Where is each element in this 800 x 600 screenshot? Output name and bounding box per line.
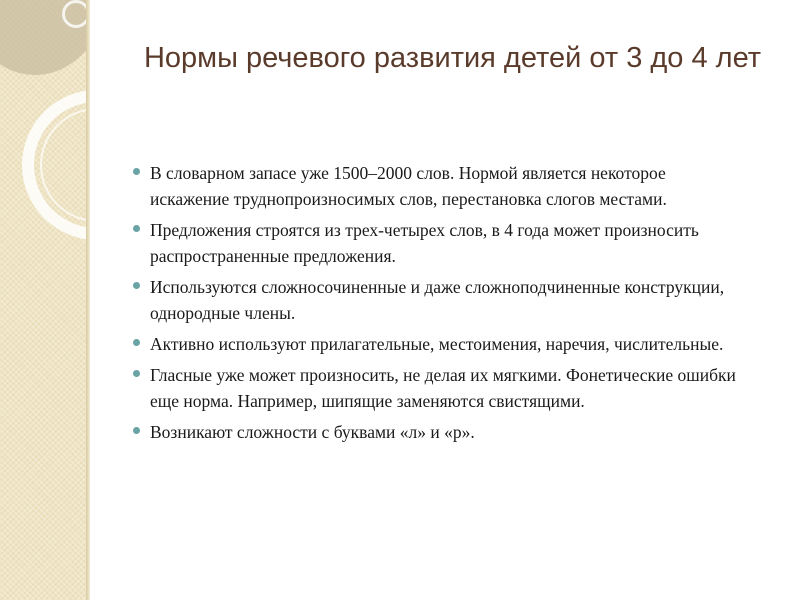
bullet-item [133,331,743,357]
bullet-dot-icon [133,282,140,289]
bullet-text: Активно используют прилагательные, местоимения, наречия, числительные. [150,334,724,354]
decorative-corner-ring [62,0,86,28]
bullet-text: Предложения строятся из трех-четырех слов, в 4 года может произносить распространенные предложения. [150,220,699,266]
bullet-dot-icon [133,427,140,434]
bullet-text: В словарном запасе уже 1500–2000 слов. Нормой является некоторое искажение труднопроизносимых слов, перестановка слогов местами. [150,163,667,209]
bullet-dot-icon [133,168,140,175]
bullet-item [133,362,743,414]
slide-title: Нормы речевого развития детей от 3 до 4 лет [143,42,762,74]
bullet-text: Гласные уже может произносить, не делая их мягкими. Фонетические ошибки еще норма. Например, шипящие заменяются свистящими. [150,365,736,411]
bullet-text: Возникают сложности с буквами «л» и «р». [150,422,475,442]
bullet-text: Используются сложносочиненные и даже сложноподчиненные конструкции, однородные члены. [150,277,725,323]
bullet-dot-icon [133,339,140,346]
bullet-dot-icon [133,225,140,232]
bullet-item [133,274,743,326]
bullet-list [133,160,743,450]
sidebar-edge [86,0,90,600]
bullet-item [133,217,743,269]
decorative-sidebar [0,0,86,600]
bullet-item [133,160,743,212]
bullet-dot-icon [133,370,140,377]
bullet-item [133,419,743,445]
